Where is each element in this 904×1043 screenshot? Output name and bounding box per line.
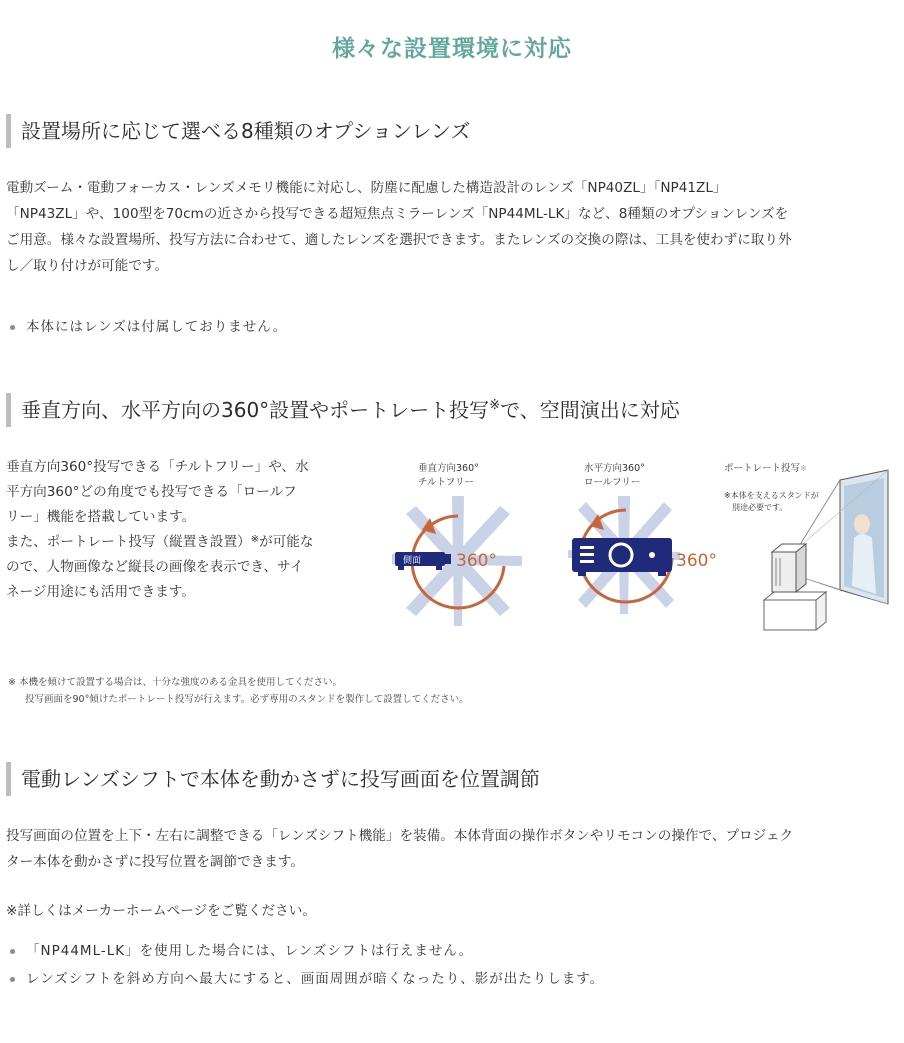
reference-mark: ※ [250,534,260,545]
detail-note: ※詳しくはメーカーホームページをご覧ください。 [6,903,316,919]
installation-footnotes [8,674,469,708]
portrait-note-1: ※本体を支えるスタンドが [724,491,819,500]
tilt-free-title-1: 垂直方向360° [418,463,479,474]
section-heading-lens-shift: 電動レンズシフトで本体を動かさずに投写画面を位置調節 [6,762,886,796]
installation-line: 垂直方向360°投写できる「チルトフリー」や、水 [6,459,309,475]
portrait-title-mark: ※ [800,464,807,473]
list-item: 「NP44ML-LK」を使用した場合には、レンズシフトは行えません。 [6,937,604,965]
roll-free-title-2: ロールフリー [584,477,641,488]
footnote-line: 投写画面を90°傾けたポートレート投写が行えます。必ず専用のスタンドを製作して設置してください。 [25,694,469,705]
lens-shift-line: ター本体を動かさずに投写位置を調節できます。 [6,854,304,870]
installation-line: リー」機能を搭載しています。 [6,509,196,525]
heading-main-text: 垂直方向、水平方向の360°設置やポートレート投写 [21,398,490,422]
installation-line: 平方向360°どの角度でも投写できる「ロールフ [6,484,297,500]
page-title: 様々な設置環境に対応 [332,36,572,62]
portrait-projection-icon [754,468,894,632]
tilt-degree-label: 360° [456,551,497,571]
lens-shift-description [6,823,898,875]
roll-degree-label: 360° [676,551,717,571]
lens-description-line: ご用意。様々な設置場所、投写方法に合わせて、適したレンズを選択できます。またレンズの交換の際は、工具を使わずに取り外 [6,232,792,248]
installation-description [6,455,356,605]
tilt-free-title-2: チルトフリー [418,477,474,488]
installation-line: また、ポートレート投写（縦置き設置）※が可能な [6,534,314,550]
footnote-line: ※ 本機を傾けて設置する場合は、十分な強度のある金具を使用してください。 [8,677,342,688]
lens-notes [6,313,287,341]
side-view-label: 側面 [403,556,422,566]
tilt-free-figure [392,458,532,628]
list-item: 本体にはレンズは付属しておりません。 [6,313,287,341]
lens-shift-line: 投写画面の位置を上下・左右に調整できる「レンズシフト機能」を装備。本体背面の操作ボタンやリモコンの操作で、プロジェク [6,828,794,844]
roll-free-figure [568,458,728,628]
heading-tail-text: で、空間演出に対応 [500,398,680,422]
portrait-note-2: 別途必要です。 [732,503,788,512]
lens-description [6,175,898,279]
heading-asterisk-mark: ※ [489,398,501,413]
portrait-projection-figure [724,458,894,633]
lens-description-line: 電動ズーム・電動フォーカス・レンズメモリ機能に対応し、防塵に配慮した構造設計のレンズ「NP40ZL」「NP41ZL」 [6,180,727,196]
roll-rotation-icon [568,496,680,616]
list-item: レンズシフトを斜め方向へ最大にすると、画面周囲が暗くなったり、影が出たりします。 [6,965,604,993]
installation-line: ネージ用途にも活用できます。 [6,584,195,600]
roll-free-title-1: 水平方向360° [584,463,645,474]
section-heading-360 [6,393,886,427]
lens-description-line: 「NP43ZL」や、100型を70cmの近さから投写できる超短焦点ミラーレンズ「NP44ML-LK」など、8種類のオプションレンズを [6,206,789,222]
lens-description-line: し／取り付けが可能です。 [6,258,169,274]
portrait-title: ポートレート投写※ [724,463,807,474]
lens-shift-notes [6,937,604,993]
installation-line: ので、人物画像など縦長の画像を表示でき、サイ [6,559,304,575]
section-heading-lens: 設置場所に応じて選べる8種類のオプションレンズ [6,114,886,148]
